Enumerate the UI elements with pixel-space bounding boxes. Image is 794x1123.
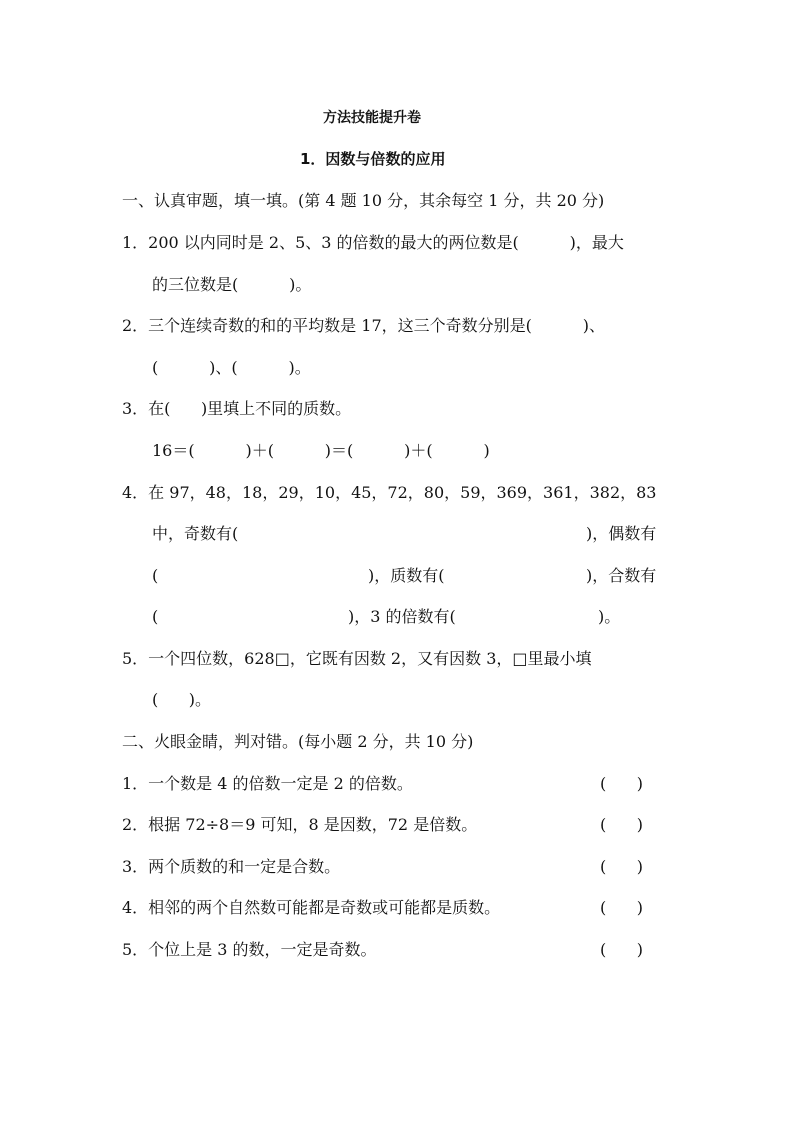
q3-line2: 16＝( )＋( )＝( )＋( ) [152,441,490,460]
q4-line3-end: )，合数有 [586,566,657,585]
q2-line1: 2．三个连续奇数的和的平均数是 17，这三个奇数分别是( )、 [122,316,605,335]
tf-item-4: 4．相邻的两个自然数可能都是奇数或可能都是质数。 [122,898,501,917]
q4-line2-start: 中，奇数有( [152,524,239,543]
tf-item-5: 5．个位上是 3 的数，一定是奇数。 [122,940,377,959]
tf-answer-5: ( ) [600,940,643,959]
q1-line2: 的三位数是( )。 [152,275,312,294]
section2-heading: 二、火眼金睛，判对错。(每小题 2 分，共 10 分) [122,732,474,751]
tf-answer-3: ( ) [600,857,643,876]
tf-item-3: 3．两个质数的和一定是合数。 [122,857,341,876]
page-title: 方法技能提升卷 [323,110,421,126]
q4-line4-start: ( [152,607,159,626]
q2-line2: ( )、( )。 [152,358,311,377]
q4-line2-end: )，偶数有 [586,524,657,543]
tf-item-2: 2．根据 72÷8＝9 可知，8 是因数，72 是倍数。 [122,815,478,834]
tf-answer-2: ( ) [600,815,643,834]
q1-line1: 1．200 以内同时是 2、5、3 的倍数的最大的两位数是( )，最大 [122,233,624,252]
section1-heading: 一、认真审题，填一填。(第 4 题 10 分，其余每空 1 分，共 20 分) [122,191,605,210]
tf-answer-1: ( ) [600,774,643,793]
q3-line1: 3．在( )里填上不同的质数。 [122,399,352,418]
q5-line2: ( )。 [152,690,212,709]
q4-line3-mid: )，质数有( [368,566,445,585]
q4-line4-mid: )，3 的倍数有( [348,607,456,626]
q4-line3-start: ( [152,566,159,585]
tf-answer-4: ( ) [600,898,643,917]
q4-line4-end: )。 [598,607,621,626]
tf-item-1: 1．一个数是 4 的倍数一定是 2 的倍数。 [122,774,413,793]
q5-line1: 5．一个四位数，628□，它既有因数 2，又有因数 3，□里最小填 [122,649,592,668]
q4-line1: 4．在 97，48，18，29，10，45，72，80，59，369，361，382，83 [122,483,657,502]
page-subtitle: 1．因数与倍数的应用 [300,150,446,168]
